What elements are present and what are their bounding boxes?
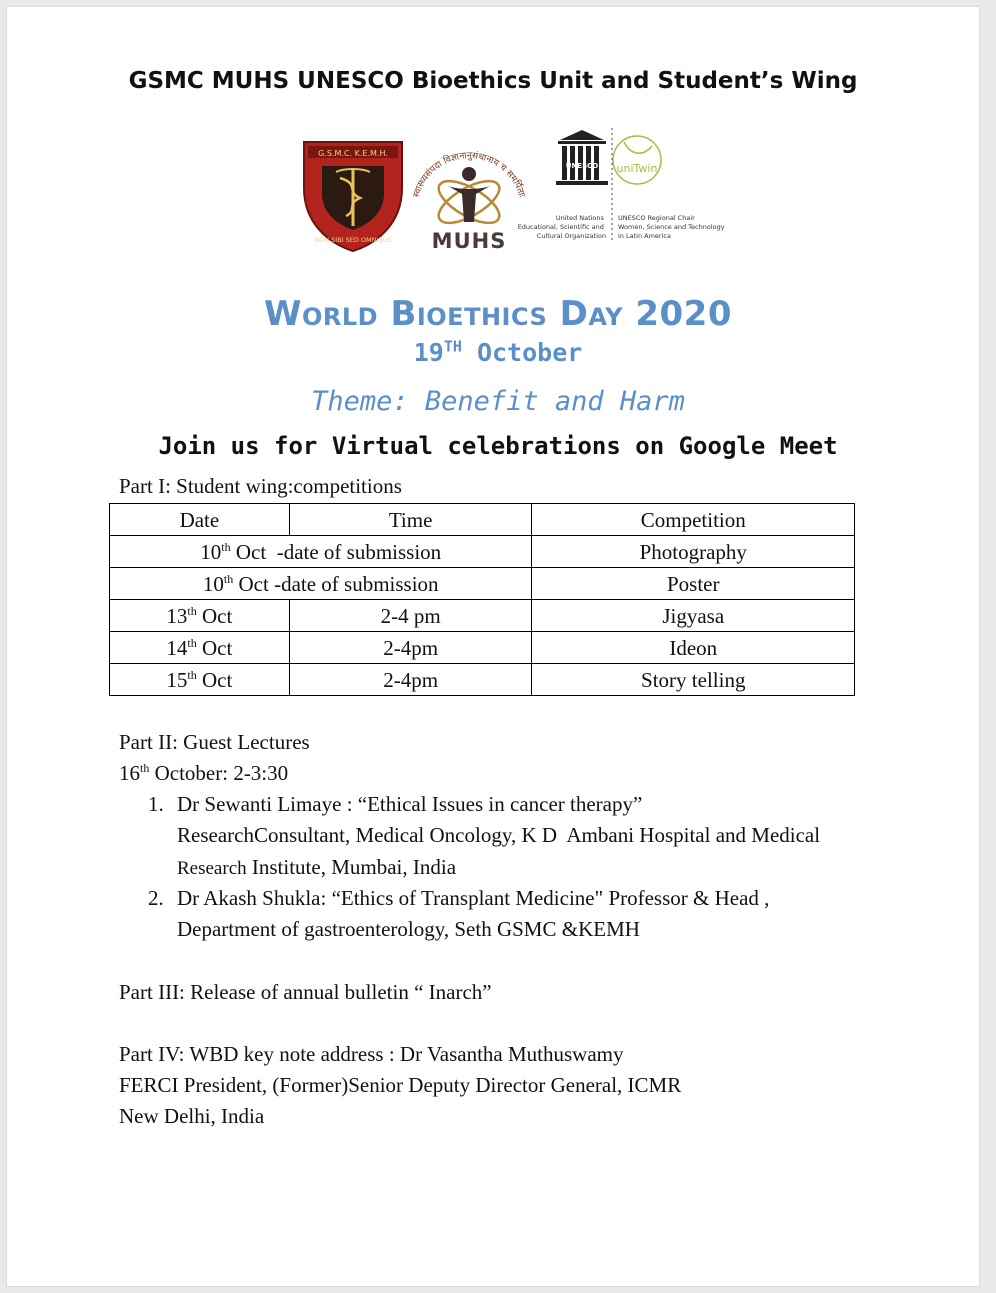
lecture-1-location: Research Institute, Mumbai, India [177,855,457,879]
column-header-competition: Competition [532,504,855,536]
column-header-date: Date [110,504,290,536]
lecture-1-title: Dr Sewanti Limaye : “Ethical Issues in cancer therapy” [177,792,643,816]
unesco-caption-line-1: United Nations [555,214,604,222]
part2-date: 16th October: 2-3:30 [119,761,289,785]
column-header-time: Time [289,504,532,536]
event-title: World Bioethics Day 2020 [264,294,732,334]
unesco-caption-line-2: Educational, Scientific and [517,223,604,231]
chair-caption-line-3: in Latin America [618,232,671,240]
logo-strip [300,124,725,254]
table-header-row [110,504,855,536]
competition-cell: Jigyasa [532,600,855,632]
table-row [110,568,855,600]
part2-heading: Part II: Guest Lectures [119,730,310,754]
table-row [110,536,855,568]
date-cell: 14th Oct [110,632,290,664]
competition-cell: Photography [532,536,855,568]
competition-table [109,503,855,696]
unesco-caption-line-3: Cultural Organization [536,232,606,240]
date-cell: 10th Oct -date of submission [110,536,532,568]
competition-cell: Story telling [532,664,855,696]
unitwin-wordmark: uniTwin [616,162,658,175]
lecture-2-number: 2. [148,886,164,910]
chair-caption-line-1: UNESCO Regional Chair [618,214,695,222]
time-cell: 2-4 pm [289,600,532,632]
part4-line-1: Part IV: WBD key note address : Dr Vasantha Muthuswamy [119,1042,624,1066]
table-row [110,600,855,632]
date-cell: 10th Oct -date of submission [110,568,532,600]
event-theme: Theme: Benefit and Harm [311,386,685,417]
event-date-day: 19 [413,338,444,367]
time-cell: 2-4pm [289,632,532,664]
unesco-logo [517,124,725,254]
muhs-wordmark: MUHS [431,229,507,253]
join-invitation: Join us for Virtual celebrations on Google Meet [158,432,838,460]
competition-cell: Poster [532,568,855,600]
part1-heading: Part I: Student wing:competitions [119,474,402,498]
muhs-logo [404,130,534,254]
event-date-month: October [476,338,583,367]
chair-caption-line-2: Women, Science and Technology [618,223,725,231]
date-cell: 13th Oct [110,600,290,632]
unesco-wordmark: UNESCO [565,162,599,170]
gsmc-badge-top: G.S.M.C. K.E.M.H. [318,149,388,158]
gsmc-logo [300,138,406,254]
muhs-motto: स्वास्थ्यसंपदा विज्ञानानुसंधानाय च समर्पिताः [411,151,527,199]
date-cell: 15th Oct [110,664,290,696]
page-header: GSMC MUHS UNESCO Bioethics Unit and Student’s Wing [128,68,858,94]
event-date-suffix: TH [443,337,462,356]
competition-cell: Ideon [532,632,855,664]
lecture-1-affiliation: ResearchConsultant, Medical Oncology, K D Ambani Hospital and Medical [177,823,821,847]
table-row [110,664,855,696]
table-row [110,632,855,664]
lecture-2-title: Dr Akash Shukla: “Ethics of Transplant Medicine" Professor & Head , [177,886,770,910]
part4-line-2: FERCI President, (Former)Senior Deputy Director General, ICMR [119,1073,682,1097]
part3-text: Part III: Release of annual bulletin “ Inarch” [119,980,492,1004]
part4-line-3: New Delhi, India [119,1104,265,1128]
gsmc-motto: NON SIBI SED OMNIBUS [314,236,392,244]
event-date [0,338,996,367]
lecture-1-number: 1. [148,792,164,816]
lecture-2-affiliation: Department of gastroenterology, Seth GSMC &KEMH [177,917,640,941]
time-cell: 2-4pm [289,664,532,696]
